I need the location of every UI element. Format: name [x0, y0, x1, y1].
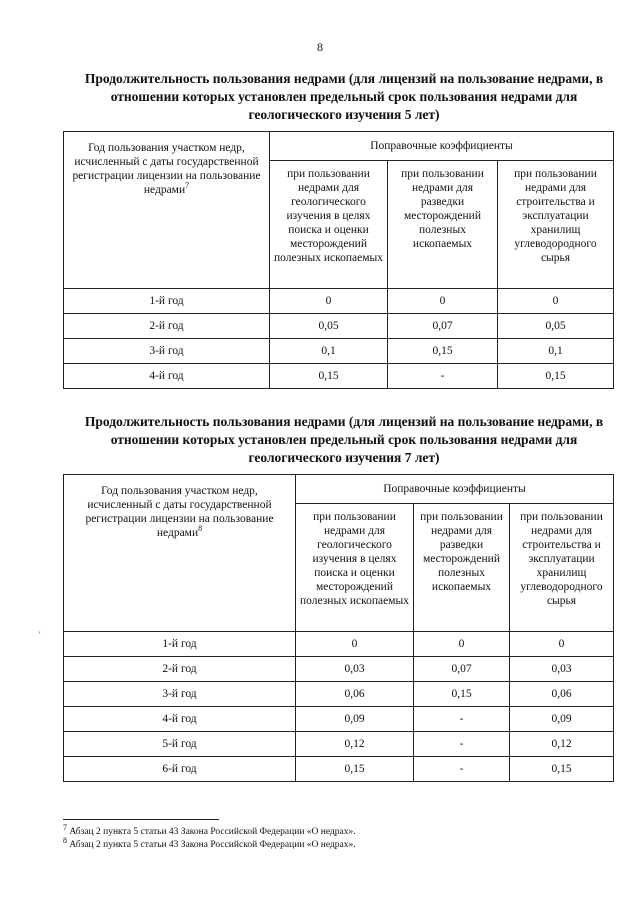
margin-mark: ' — [39, 630, 41, 640]
year-cell: 3-й год — [64, 339, 270, 364]
header-geological-study: при пользовании недрами для геологического изучения в целях поиска и оценки месторождений полезных ископаемых — [270, 161, 388, 289]
footnote-text: Абзац 2 пункта 5 статьи 43 Закона Российской Федерации «О недрах». — [69, 840, 356, 850]
coef-cell: - — [388, 364, 498, 389]
coef-cell: - — [414, 732, 510, 757]
coef-cell: 0,15 — [296, 757, 414, 782]
coef-cell: - — [414, 757, 510, 782]
coef-cell: 0 — [414, 632, 510, 657]
header-year-label: Год пользования участком недр, исчисленный с даты государственной регистрации лицензии на пользование недрами — [72, 142, 261, 196]
header-geological-study: при пользовании недрами для геологического изучения в целях поиска и оценки месторождений полезных ископаемых — [296, 504, 414, 632]
footnote-ref: 7 — [185, 181, 190, 191]
page-number: 8 — [317, 40, 323, 54]
coef-cell: 0,07 — [388, 314, 498, 339]
coef-cell: 0 — [388, 289, 498, 314]
coef-cell: 0,09 — [296, 707, 414, 732]
coef-cell: 0,03 — [296, 657, 414, 682]
coef-cell: 0,12 — [296, 732, 414, 757]
year-cell: 2-й год — [64, 314, 270, 339]
header-year-label: Год пользования участком недр, исчисленный с даты государственной регистрации лицензии на пользование недрами — [85, 485, 274, 539]
coef-cell: 0 — [296, 632, 414, 657]
year-cell: 4-й год — [64, 707, 296, 732]
table-row — [64, 732, 614, 757]
coef-cell: 0,12 — [510, 732, 614, 757]
table-row — [64, 707, 614, 732]
table-row — [64, 289, 614, 314]
year-cell: 4-й год — [64, 364, 270, 389]
coef-cell: 0,1 — [498, 339, 614, 364]
footnote-number: 8 — [63, 835, 67, 845]
footnote-text: Абзац 2 пункта 5 статьи 43 Закона Российской Федерации «О недрах». — [69, 827, 356, 837]
table-row — [64, 657, 614, 682]
header-exploration: при пользовании недрами для разведки месторождений полезных ископаемых — [414, 504, 510, 632]
coef-cell: 0 — [498, 289, 614, 314]
footnote-divider — [63, 819, 219, 820]
coef-cell: 0,03 — [510, 657, 614, 682]
year-cell: 5-й год — [64, 732, 296, 757]
section-title-5-years: Продолжительность пользования недрами (для лицензий на пользование недрами, в отношении которых установлен предельный срок пользования недрами для геологического изучения 5 лет) — [84, 71, 604, 122]
year-cell: 1-й год — [64, 289, 270, 314]
coef-cell: - — [414, 707, 510, 732]
coef-cell: 0,15 — [414, 682, 510, 707]
coefficients-table-5-years — [63, 131, 614, 389]
year-cell: 2-й год — [64, 657, 296, 682]
coef-cell: 0,1 — [270, 339, 388, 364]
coef-cell: 0,06 — [510, 682, 614, 707]
year-cell: 3-й год — [64, 682, 296, 707]
coef-cell: 0 — [270, 289, 388, 314]
coefficients-table-7-years — [63, 474, 614, 782]
footnote-7 — [63, 822, 623, 838]
coef-cell: 0,09 — [510, 707, 614, 732]
coef-cell: 0,15 — [498, 364, 614, 389]
header-storage: при пользовании недрами для строительства и эксплуатации хранилищ углеводородного сырья — [510, 504, 614, 632]
footnote-ref: 8 — [198, 524, 203, 534]
table-row — [64, 682, 614, 707]
table-row — [64, 314, 614, 339]
coef-cell: 0,15 — [510, 757, 614, 782]
coef-cell: 0,06 — [296, 682, 414, 707]
header-coefficients: Поправочные коэффициенты — [296, 475, 614, 504]
coef-cell: 0,07 — [414, 657, 510, 682]
header-year-column — [64, 132, 270, 289]
header-exploration: при пользовании недрами для разведки месторождений полезных ископаемых — [388, 161, 498, 289]
footnote-number: 7 — [63, 822, 67, 832]
table-row — [64, 364, 614, 389]
section-title-7-years: Продолжительность пользования недрами (для лицензий на пользование недрами, в отношении которых установлен предельный срок пользования недрами для геологического изучения 7 лет) — [84, 414, 604, 465]
coef-cell: 0,05 — [498, 314, 614, 339]
table-row — [64, 632, 614, 657]
year-cell: 1-й год — [64, 632, 296, 657]
table-row — [64, 757, 614, 782]
footnote-8 — [63, 835, 623, 851]
header-storage: при пользовании недрами для строительства и эксплуатации хранилищ углеводородного сырья — [498, 161, 614, 289]
table-row — [64, 339, 614, 364]
coef-cell: 0 — [510, 632, 614, 657]
coef-cell: 0,15 — [270, 364, 388, 389]
coef-cell: 0,15 — [388, 339, 498, 364]
header-coefficients: Поправочные коэффициенты — [270, 132, 614, 161]
header-year-column — [64, 475, 296, 632]
year-cell: 6-й год — [64, 757, 296, 782]
coef-cell: 0,05 — [270, 314, 388, 339]
